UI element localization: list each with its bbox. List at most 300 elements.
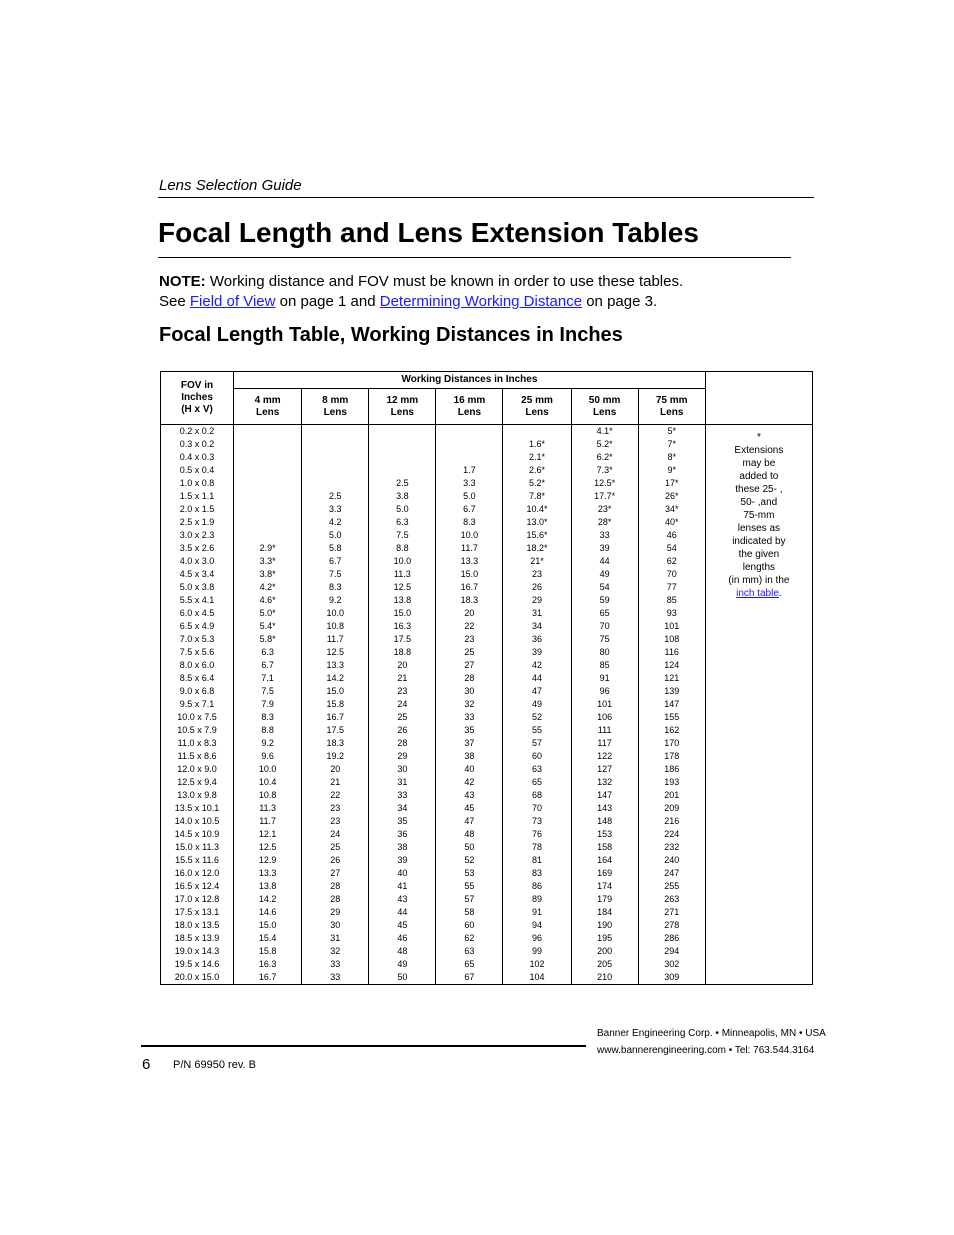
- distance-cell: 46: [369, 932, 436, 945]
- distance-cell: 44: [369, 906, 436, 919]
- distance-cell: 7.9: [234, 698, 302, 711]
- fov-cell: 9.5 x 7.1: [161, 698, 234, 711]
- distance-cell: 2.9*: [234, 542, 302, 555]
- distance-cell: 7*: [638, 438, 705, 451]
- lens-header: [503, 389, 571, 425]
- distance-cell: 3.3: [436, 477, 503, 490]
- fov-cell: 12.5 x 9.4: [161, 776, 234, 789]
- fov-cell: 14.5 x 10.9: [161, 828, 234, 841]
- fov-cell: 15.0 x 11.3: [161, 841, 234, 854]
- distance-cell: 54: [638, 542, 705, 555]
- header-divider: [158, 197, 814, 198]
- distance-cell: 34: [503, 620, 571, 633]
- distance-cell: 70: [638, 568, 705, 581]
- distance-cell: 127: [571, 763, 638, 776]
- distance-cell: 9*: [638, 464, 705, 477]
- distance-cell: 17.5: [369, 633, 436, 646]
- distance-cell: 7.8*: [503, 490, 571, 503]
- distance-cell: 26: [302, 854, 369, 867]
- distance-cell: 294: [638, 945, 705, 958]
- distance-cell: 40*: [638, 516, 705, 529]
- distance-cell: 23*: [571, 503, 638, 516]
- distance-cell: 12.5*: [571, 477, 638, 490]
- distance-cell: 23: [369, 685, 436, 698]
- distance-cell: 20: [436, 607, 503, 620]
- distance-cell: 5.2*: [571, 438, 638, 451]
- fov-cell: 19.5 x 14.6: [161, 958, 234, 971]
- distance-cell: 29: [503, 594, 571, 607]
- distance-cell: 44: [503, 672, 571, 685]
- lens-header-line: 25 mm: [521, 394, 553, 406]
- fov-cell: 19.0 x 14.3: [161, 945, 234, 958]
- extensions-note-line: (in mm) in the: [728, 575, 790, 586]
- lens-header-line: 12 mm: [386, 394, 419, 406]
- distance-cell: [302, 438, 369, 451]
- distance-cell: 201: [638, 789, 705, 802]
- distance-cell: 65: [503, 776, 571, 789]
- distance-cell: 147: [638, 698, 705, 711]
- distance-cell: 16.7: [302, 711, 369, 724]
- fov-cell: 7.5 x 5.6: [161, 646, 234, 659]
- distance-cell: 6.2*: [571, 451, 638, 464]
- distance-cell: 34*: [638, 503, 705, 516]
- table-row: [161, 425, 813, 439]
- distance-cell: 7.1: [234, 672, 302, 685]
- fov-cell: 8.5 x 6.4: [161, 672, 234, 685]
- distance-cell: 9.2: [302, 594, 369, 607]
- distance-cell: 12.5: [234, 841, 302, 854]
- field-of-view-link[interactable]: Field of View: [189, 293, 276, 310]
- distance-cell: 5*: [638, 425, 705, 439]
- distance-cell: 81: [503, 854, 571, 867]
- lens-header-line: Lens: [592, 406, 617, 418]
- distance-cell: 30: [369, 763, 436, 776]
- distance-cell: 24: [369, 698, 436, 711]
- extensions-note-line: Extensions: [734, 445, 784, 456]
- lens-header: [234, 389, 302, 425]
- extensions-note: [705, 425, 812, 985]
- fov-header-line: FOV in: [180, 380, 214, 391]
- distance-cell: 94: [503, 919, 571, 932]
- distance-cell: 1.7: [436, 464, 503, 477]
- distance-cell: [302, 451, 369, 464]
- distance-cell: 263: [638, 893, 705, 906]
- extensions-note-line: added to: [739, 471, 779, 482]
- distance-cell: [369, 425, 436, 439]
- distance-cell: 38: [369, 841, 436, 854]
- distance-cell: 65: [571, 607, 638, 620]
- distance-cell: 174: [571, 880, 638, 893]
- inch-table-link[interactable]: inch table: [736, 588, 779, 599]
- distance-cell: 216: [638, 815, 705, 828]
- distance-cell: [234, 477, 302, 490]
- extensions-note-end: .: [778, 588, 782, 599]
- distance-cell: 16.7: [436, 581, 503, 594]
- section-title: Focal Length Table, Working Distances in Inches: [159, 324, 623, 346]
- distance-cell: 45: [369, 919, 436, 932]
- fov-cell: 5.0 x 3.8: [161, 581, 234, 594]
- distance-cell: [436, 438, 503, 451]
- distance-cell: 10.4: [234, 776, 302, 789]
- extensions-note-line: 50- ,and: [740, 497, 778, 508]
- distance-cell: 20: [369, 659, 436, 672]
- fov-cell: 4.0 x 3.0: [161, 555, 234, 568]
- fov-cell: 15.5 x 11.6: [161, 854, 234, 867]
- distance-cell: 14.2: [302, 672, 369, 685]
- distance-cell: 271: [638, 906, 705, 919]
- website-info: www.bannerengineering.com • Tel: 763.544.3164: [597, 1045, 815, 1056]
- distance-cell: 13.3: [436, 555, 503, 568]
- fov-cell: 9.0 x 6.8: [161, 685, 234, 698]
- distance-cell: 2.1*: [503, 451, 571, 464]
- distance-cell: 33: [369, 789, 436, 802]
- distance-cell: 16.3: [234, 958, 302, 971]
- distance-cell: 309: [638, 971, 705, 985]
- distance-cell: 62: [638, 555, 705, 568]
- distance-cell: 32: [436, 698, 503, 711]
- distance-cell: 5.2*: [503, 477, 571, 490]
- distance-cell: 121: [638, 672, 705, 685]
- fov-cell: 7.0 x 5.3: [161, 633, 234, 646]
- focal-length-table: [160, 371, 813, 985]
- distance-cell: [234, 425, 302, 439]
- distance-cell: 36: [369, 828, 436, 841]
- distance-cell: 15.0: [234, 919, 302, 932]
- distance-cell: 80: [571, 646, 638, 659]
- lens-header-line: 50 mm: [588, 394, 621, 406]
- fov-cell: 20.0 x 15.0: [161, 971, 234, 985]
- distance-cell: 169: [571, 867, 638, 880]
- fov-cell: 0.4 x 0.3: [161, 451, 234, 464]
- distance-cell: 147: [571, 789, 638, 802]
- distance-cell: 224: [638, 828, 705, 841]
- distance-cell: 23: [302, 815, 369, 828]
- distance-cell: 21: [302, 776, 369, 789]
- company-info: Banner Engineering Corp. • Minneapolis, MN • USA: [597, 1028, 826, 1039]
- distance-cell: 10.0: [234, 763, 302, 776]
- distance-cell: 5.0: [302, 529, 369, 542]
- lens-header-line: Lens: [255, 406, 280, 418]
- distance-cell: 16.3: [369, 620, 436, 633]
- distance-cell: 4.6*: [234, 594, 302, 607]
- lens-header: [436, 389, 503, 425]
- distance-cell: 117: [571, 737, 638, 750]
- distance-cell: 29: [369, 750, 436, 763]
- lens-header-line: 8 mm: [322, 394, 349, 406]
- distance-cell: 22: [302, 789, 369, 802]
- distance-cell: [302, 464, 369, 477]
- distance-cell: 70: [503, 802, 571, 815]
- distance-cell: 8.3: [234, 711, 302, 724]
- distance-cell: 37: [436, 737, 503, 750]
- note-label: NOTE:: [159, 273, 206, 290]
- fov-cell: 4.5 x 3.4: [161, 568, 234, 581]
- title-divider: [158, 257, 791, 258]
- lens-header-line: 4 mm: [254, 394, 281, 406]
- distance-cell: 5.0*: [234, 607, 302, 620]
- distance-cell: 2.5: [302, 490, 369, 503]
- distance-cell: 10.0: [302, 607, 369, 620]
- distance-cell: 67: [436, 971, 503, 985]
- lens-header-line: Lens: [323, 406, 347, 418]
- distance-cell: 91: [571, 672, 638, 685]
- distance-cell: 15.0: [436, 568, 503, 581]
- distance-cell: 205: [571, 958, 638, 971]
- distance-cell: 12.5: [369, 581, 436, 594]
- distance-cell: 13.3: [234, 867, 302, 880]
- distance-cell: 3.8*: [234, 568, 302, 581]
- distance-cell: 170: [638, 737, 705, 750]
- distance-cell: 13.8: [234, 880, 302, 893]
- distance-cell: 33: [436, 711, 503, 724]
- distance-cell: 86: [503, 880, 571, 893]
- distance-cell: 57: [436, 893, 503, 906]
- distance-cell: 93: [638, 607, 705, 620]
- distance-cell: 28*: [571, 516, 638, 529]
- distance-cell: 58: [436, 906, 503, 919]
- distance-cell: 18.3: [436, 594, 503, 607]
- distance-cell: 65: [436, 958, 503, 971]
- extensions-note-line: 75-mm: [743, 510, 775, 521]
- distance-cell: 302: [638, 958, 705, 971]
- extensions-header-blank: [705, 372, 812, 425]
- distance-cell: 278: [638, 919, 705, 932]
- distance-cell: 31: [369, 776, 436, 789]
- extensions-note-line: these 25- ,: [735, 484, 783, 495]
- working-distances-header: Working Distances in Inches: [234, 372, 706, 389]
- note-mid: on page 1 and: [275, 293, 380, 310]
- distance-cell: 102: [503, 958, 571, 971]
- distance-cell: 8.8: [369, 542, 436, 555]
- distance-cell: 29: [302, 906, 369, 919]
- distance-cell: 39: [369, 854, 436, 867]
- distance-cell: 116: [638, 646, 705, 659]
- distance-cell: 33: [571, 529, 638, 542]
- distance-cell: 75: [571, 633, 638, 646]
- distance-cell: 186: [638, 763, 705, 776]
- page-title: Focal Length and Lens Extension Tables: [158, 217, 699, 248]
- note-paragraph: [159, 272, 799, 312]
- distance-cell: 99: [503, 945, 571, 958]
- lens-header: [369, 389, 436, 425]
- distance-cell: 13.3: [302, 659, 369, 672]
- distance-cell: 36: [503, 633, 571, 646]
- distance-cell: 25: [436, 646, 503, 659]
- extensions-note-line: lengths: [742, 562, 776, 573]
- distance-cell: 190: [571, 919, 638, 932]
- distance-cell: 43: [436, 789, 503, 802]
- lens-header-line: 75 mm: [655, 394, 688, 406]
- distance-cell: 195: [571, 932, 638, 945]
- distance-cell: 6.3: [369, 516, 436, 529]
- distance-cell: 43: [369, 893, 436, 906]
- distance-cell: [369, 464, 436, 477]
- distance-cell: 63: [503, 763, 571, 776]
- distance-cell: 148: [571, 815, 638, 828]
- distance-cell: 6.7: [234, 659, 302, 672]
- lens-header-line: Lens: [525, 406, 549, 418]
- extensions-note-line: lenses as: [737, 523, 781, 534]
- distance-cell: 25: [302, 841, 369, 854]
- fov-cell: 18.0 x 13.5: [161, 919, 234, 932]
- distance-cell: 13.8: [369, 594, 436, 607]
- fov-cell: 10.5 x 7.9: [161, 724, 234, 737]
- distance-cell: 40: [436, 763, 503, 776]
- fov-cell: 16.5 x 12.4: [161, 880, 234, 893]
- distance-cell: 73: [503, 815, 571, 828]
- fov-cell: 1.0 x 0.8: [161, 477, 234, 490]
- distance-cell: 55: [503, 724, 571, 737]
- distance-cell: 10.8: [302, 620, 369, 633]
- distance-cell: 247: [638, 867, 705, 880]
- distance-cell: 52: [436, 854, 503, 867]
- distance-cell: 78: [503, 841, 571, 854]
- distance-cell: 18.3: [302, 737, 369, 750]
- distance-cell: 60: [436, 919, 503, 932]
- distance-cell: 1.6*: [503, 438, 571, 451]
- distance-cell: 96: [503, 932, 571, 945]
- distance-cell: 89: [503, 893, 571, 906]
- distance-cell: 30: [436, 685, 503, 698]
- distance-cell: 5.0: [369, 503, 436, 516]
- distance-cell: 210: [571, 971, 638, 985]
- determining-working-distance-link[interactable]: Determining Working Distance: [379, 293, 583, 310]
- distance-cell: 10.0: [369, 555, 436, 568]
- fov-cell: 10.0 x 7.5: [161, 711, 234, 724]
- distance-cell: 209: [638, 802, 705, 815]
- distance-cell: [234, 464, 302, 477]
- distance-cell: 22: [436, 620, 503, 633]
- distance-cell: 48: [369, 945, 436, 958]
- distance-cell: 108: [638, 633, 705, 646]
- distance-cell: 4.1*: [571, 425, 638, 439]
- distance-cell: 255: [638, 880, 705, 893]
- distance-cell: [234, 490, 302, 503]
- distance-cell: 15.8: [302, 698, 369, 711]
- distance-cell: 12.9: [234, 854, 302, 867]
- distance-cell: 46: [638, 529, 705, 542]
- distance-cell: 162: [638, 724, 705, 737]
- fov-cell: 13.5 x 10.1: [161, 802, 234, 815]
- lens-header-line: Lens: [457, 406, 482, 418]
- distance-cell: 10.0: [436, 529, 503, 542]
- distance-cell: 63: [436, 945, 503, 958]
- distance-cell: 48: [436, 828, 503, 841]
- distance-cell: 139: [638, 685, 705, 698]
- fov-cell: 2.0 x 1.5: [161, 503, 234, 516]
- distance-cell: 26: [369, 724, 436, 737]
- distance-cell: 153: [571, 828, 638, 841]
- distance-cell: 21: [369, 672, 436, 685]
- lens-header: [302, 389, 369, 425]
- fov-cell: 8.0 x 6.0: [161, 659, 234, 672]
- fov-cell: 2.5 x 1.9: [161, 516, 234, 529]
- lens-header-line: Lens: [660, 406, 684, 418]
- lens-header: [638, 389, 705, 425]
- distance-cell: 5.0: [436, 490, 503, 503]
- distance-cell: 42: [436, 776, 503, 789]
- distance-cell: 35: [436, 724, 503, 737]
- distance-cell: 25: [369, 711, 436, 724]
- lens-header: [571, 389, 638, 425]
- distance-cell: 6.7: [436, 503, 503, 516]
- fov-header-line: (H x V): [181, 404, 213, 415]
- distance-cell: 18.8: [369, 646, 436, 659]
- distance-cell: 2.6*: [503, 464, 571, 477]
- distance-cell: 23: [302, 802, 369, 815]
- distance-cell: 28: [369, 737, 436, 750]
- running-head: Lens Selection Guide: [159, 177, 302, 194]
- distance-cell: 76: [503, 828, 571, 841]
- distance-cell: 3.3*: [234, 555, 302, 568]
- distance-cell: 132: [571, 776, 638, 789]
- note-end: on page 3.: [582, 293, 658, 310]
- fov-cell: 18.5 x 13.9: [161, 932, 234, 945]
- fov-header-line: Inches: [181, 392, 213, 403]
- distance-cell: 26: [503, 581, 571, 594]
- distance-cell: 164: [571, 854, 638, 867]
- distance-cell: 55: [436, 880, 503, 893]
- distance-cell: 31: [503, 607, 571, 620]
- extensions-note-line: the given: [738, 549, 780, 560]
- fov-cell: 5.5 x 4.1: [161, 594, 234, 607]
- distance-cell: 19.2: [302, 750, 369, 763]
- distance-cell: 15.6*: [503, 529, 571, 542]
- extensions-note-line: indicated by: [732, 536, 786, 547]
- distance-cell: [436, 425, 503, 439]
- distance-cell: [503, 425, 571, 439]
- distance-cell: 27: [302, 867, 369, 880]
- fov-cell: 3.0 x 2.3: [161, 529, 234, 542]
- lens-header-line: Lens: [390, 406, 414, 418]
- fov-cell: 17.5 x 13.1: [161, 906, 234, 919]
- distance-cell: 39: [571, 542, 638, 555]
- distance-cell: 41: [369, 880, 436, 893]
- distance-cell: 62: [436, 932, 503, 945]
- distance-cell: 45: [436, 802, 503, 815]
- distance-cell: 232: [638, 841, 705, 854]
- distance-cell: 178: [638, 750, 705, 763]
- footer-divider: [141, 1045, 586, 1047]
- distance-cell: 50: [369, 971, 436, 985]
- fov-cell: 6.0 x 4.5: [161, 607, 234, 620]
- distance-cell: 91: [503, 906, 571, 919]
- distance-cell: 101: [571, 698, 638, 711]
- distance-cell: 8.3: [436, 516, 503, 529]
- distance-cell: 47: [503, 685, 571, 698]
- distance-cell: 54: [571, 581, 638, 594]
- distance-cell: 50: [436, 841, 503, 854]
- extensions-note-line: *: [756, 432, 761, 443]
- fov-cell: 0.2 x 0.2: [161, 425, 234, 439]
- distance-cell: 10.8: [234, 789, 302, 802]
- distance-cell: 7.5: [234, 685, 302, 698]
- distance-cell: 184: [571, 906, 638, 919]
- distance-cell: 17.7*: [571, 490, 638, 503]
- distance-cell: 83: [503, 867, 571, 880]
- distance-cell: 286: [638, 932, 705, 945]
- distance-cell: 15.0: [302, 685, 369, 698]
- distance-cell: 20: [302, 763, 369, 776]
- distance-cell: 4.2*: [234, 581, 302, 594]
- distance-cell: [234, 503, 302, 516]
- distance-cell: 59: [571, 594, 638, 607]
- distance-cell: [302, 425, 369, 439]
- distance-cell: 23: [503, 568, 571, 581]
- distance-cell: 96: [571, 685, 638, 698]
- distance-cell: 14.2: [234, 893, 302, 906]
- distance-cell: 28: [436, 672, 503, 685]
